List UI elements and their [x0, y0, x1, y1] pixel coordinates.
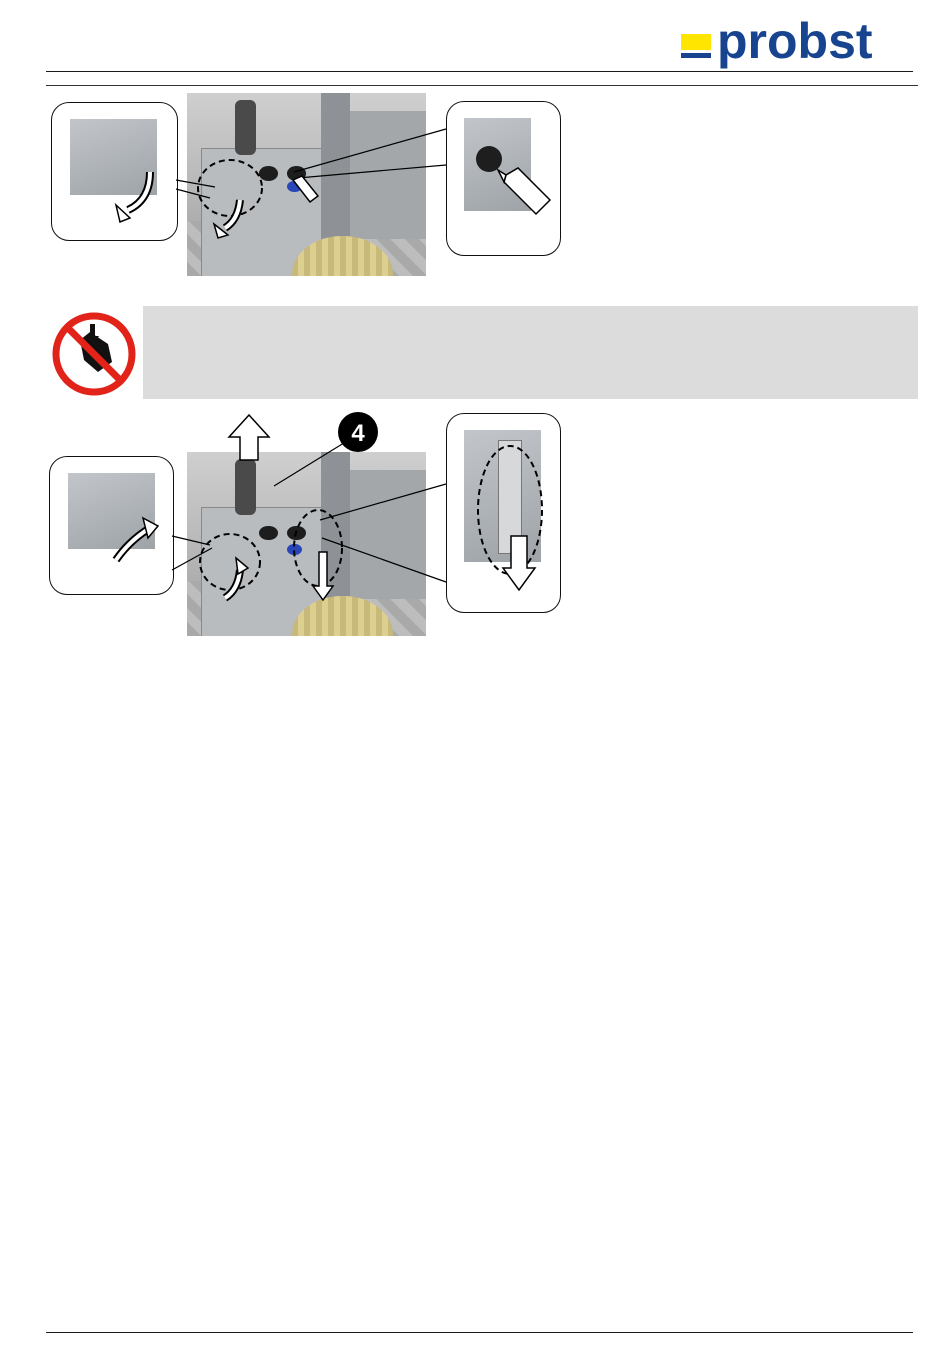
- lift-up-arrow-icon: [229, 415, 269, 460]
- slide-down-arrow-icon: [313, 536, 535, 600]
- no-hand-crush-hazard-icon: [50, 310, 138, 398]
- callout-number-label: 4: [351, 420, 365, 447]
- warning-box: [143, 306, 918, 399]
- crank-handle-rotate-icon: [116, 172, 240, 238]
- brand-name: probst: [717, 13, 873, 69]
- callout-number-4: [338, 412, 378, 452]
- footer-divider: [46, 1332, 913, 1333]
- crank-handle-rotate-icon: [116, 518, 248, 598]
- figure-1-annotations: [0, 0, 950, 300]
- figure-2-annotations: [0, 400, 950, 650]
